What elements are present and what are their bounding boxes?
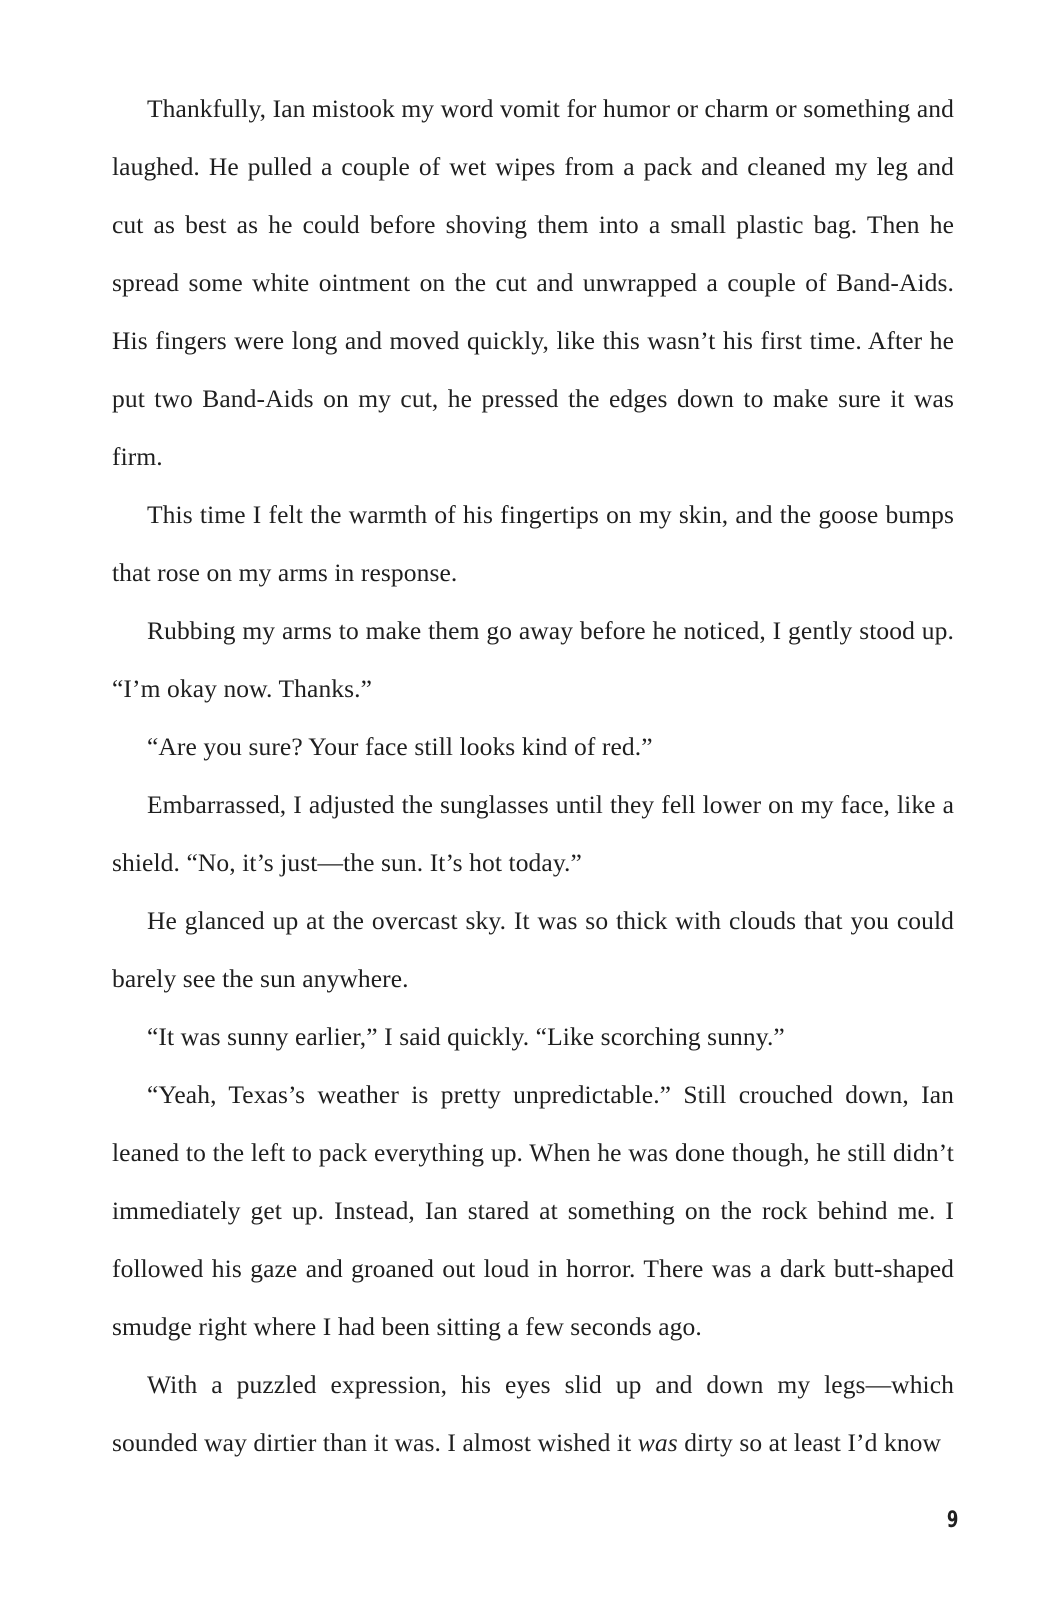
- paragraph-9-text-start: With a puzzled expression, his eyes slid up and down my legs—which sounded way dirtier than it was. I almost wished it: [112, 1370, 954, 1457]
- paragraph-6: He glanced up at the overcast sky. It was so thick with clouds that you could barely see the sun anywhere.: [112, 906, 954, 993]
- page-number: 9: [946, 1508, 958, 1533]
- paragraph-1: Thankfully, Ian mistook my word vomit for humor or charm or something and laughed. He pulled a couple of wet wipes from a pack and cleaned my leg and cut as best as he could before shoving them into a small plastic bag. Then he spread some white ointment on the cut and unwrapped a couple of Band-Aids. His fingers were long and moved quickly, like this wasn’t his first time. After he put two Band-Aids on my cut, he pressed the edges down to make sure it was firm.: [112, 94, 954, 471]
- paragraph-4: “Are you sure? Your face still looks kind of red.”: [147, 732, 653, 761]
- paragraph-9-emphasis: was: [637, 1428, 678, 1457]
- paragraph-9-text-end: dirty so at least I’d know: [677, 1428, 942, 1457]
- paragraph-5: Embarrassed, I adjusted the sunglasses until they fell lower on my face, like a shield. “No, it’s just—the sun. It’s hot today.”: [112, 790, 954, 877]
- page-body: [112, 80, 954, 1472]
- paragraph-7: “It was sunny earlier,” I said quickly. “Like scorching sunny.”: [147, 1022, 785, 1051]
- paragraph-3: Rubbing my arms to make them go away before he noticed, I gently stood up. “I’m okay now. Thanks.”: [112, 616, 954, 703]
- paragraph-9: [112, 1356, 954, 1472]
- paragraph-2: This time I felt the warmth of his fingertips on my skin, and the goose bumps that rose on my arms in response.: [112, 500, 954, 587]
- paragraph-8: “Yeah, Texas’s weather is pretty unpredictable.” Still crouched down, Ian leaned to the left to pack everything up. When he was done though, he still didn’t immediately get up. Instead, Ian stared at something on the rock behind me. I followed his gaze and groaned out loud in horror. There was a dark butt-shaped smudge right where I had been sitting a few seconds ago.: [112, 1080, 954, 1341]
